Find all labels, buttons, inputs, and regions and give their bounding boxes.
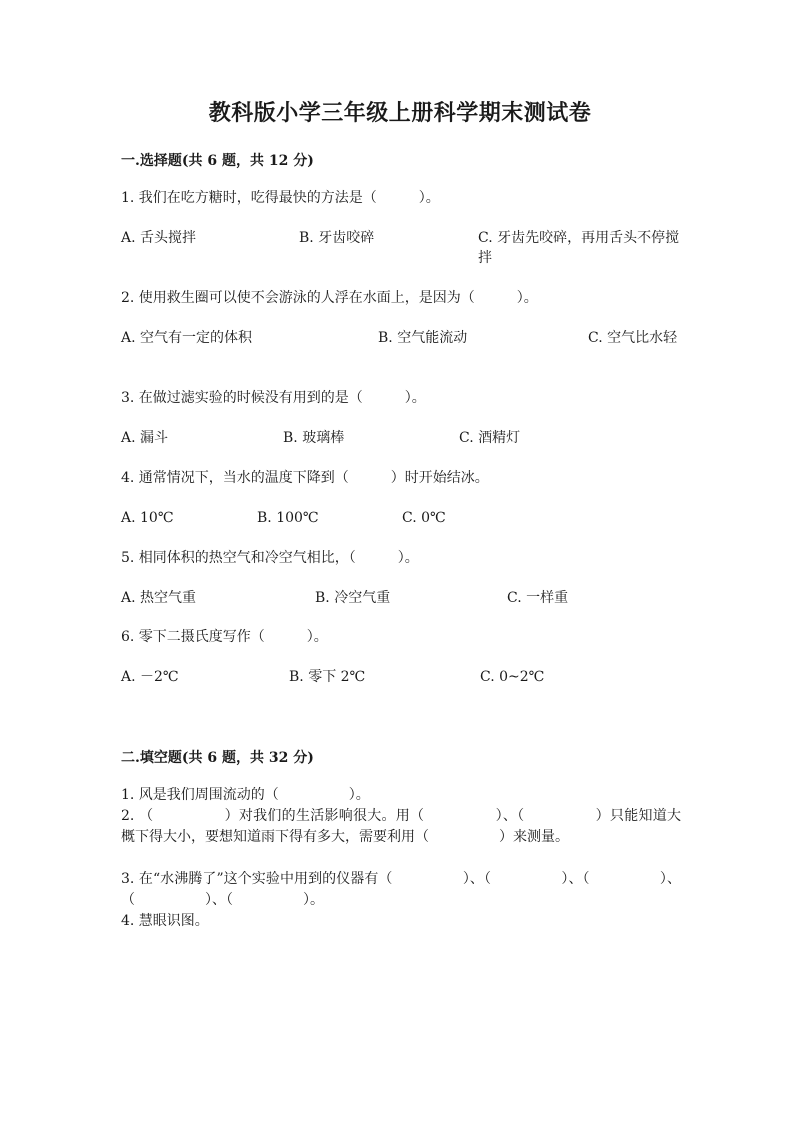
question-stem: 2. 使用救生圈可以使不会游泳的人浮在水面上，是因为（ ）。 (121, 290, 538, 306)
option-c: C. 空气比水轻 (588, 330, 678, 346)
page-title: 教科版小学三年级上册科学期末测试卷 (208, 100, 592, 126)
fill-item: 1. 风是我们周围流动的（ ）。 (121, 787, 370, 803)
option-b: B. 零下 2℃ (289, 669, 366, 685)
question-stem: 6. 零下二摄氏度写作（ ）。 (121, 629, 328, 645)
question-stem: 3. 在做过滤实验的时候没有用到的是（ ）。 (121, 390, 426, 406)
option-a: A. 热空气重 (121, 590, 197, 606)
question-stem: 1. 我们在吃方糖时，吃得最快的方法是（ ）。 (121, 190, 440, 206)
option-c: C. 0~2℃ (480, 669, 545, 685)
option-a: A. 空气有一定的体积 (121, 330, 253, 346)
fill-item: 4. 慧眼识图。 (121, 913, 209, 929)
option-b: B. 空气能流动 (378, 330, 468, 346)
option-row (121, 428, 681, 468)
option-a: A. －2℃ (121, 669, 179, 685)
fill-item: 3. 在“水沸腾了”这个实验中用到的仪器有（ ）、（ ）、（ ）、（ ）、（ ）。 (121, 871, 681, 908)
option-row (121, 508, 681, 548)
section-heading-fill: 二.填空题(共 6 题，共 32 分) (121, 750, 314, 766)
option-row (121, 328, 681, 368)
option-row (121, 588, 681, 628)
option-row (121, 667, 681, 707)
section-heading-choice: 一.选择题(共 6 题，共 12 分) (121, 153, 314, 169)
option-row (121, 228, 681, 268)
option-a: A. 漏斗 (121, 430, 169, 446)
option-c: C. 一样重 (507, 590, 569, 606)
option-c: C. 0℃ (402, 510, 446, 526)
option-b: B. 牙齿咬碎 (299, 230, 375, 246)
question-stem: 5. 相同体积的热空气和冷空气相比，（ ）。 (121, 550, 419, 566)
option-a: A. 10℃ (121, 510, 174, 526)
option-b: B. 冷空气重 (315, 590, 391, 606)
fill-item: 2. （ ）对我们的生活影响很大。用（ ）、（ ）只能知道大概下得大小，要想知道雨下得有多大，需要利用（ ）来测量。 (121, 808, 681, 845)
option-c: C. 酒精灯 (459, 430, 521, 446)
option-b: B. 100℃ (257, 510, 319, 526)
option-c: C. 牙齿先咬碎，再用舌头不停搅拌 (478, 230, 680, 266)
option-b: B. 玻璃棒 (283, 430, 345, 446)
option-a: A. 舌头搅拌 (121, 230, 197, 246)
question-stem: 4. 通常情况下，当水的温度下降到（ ）时开始结冰。 (121, 470, 489, 486)
